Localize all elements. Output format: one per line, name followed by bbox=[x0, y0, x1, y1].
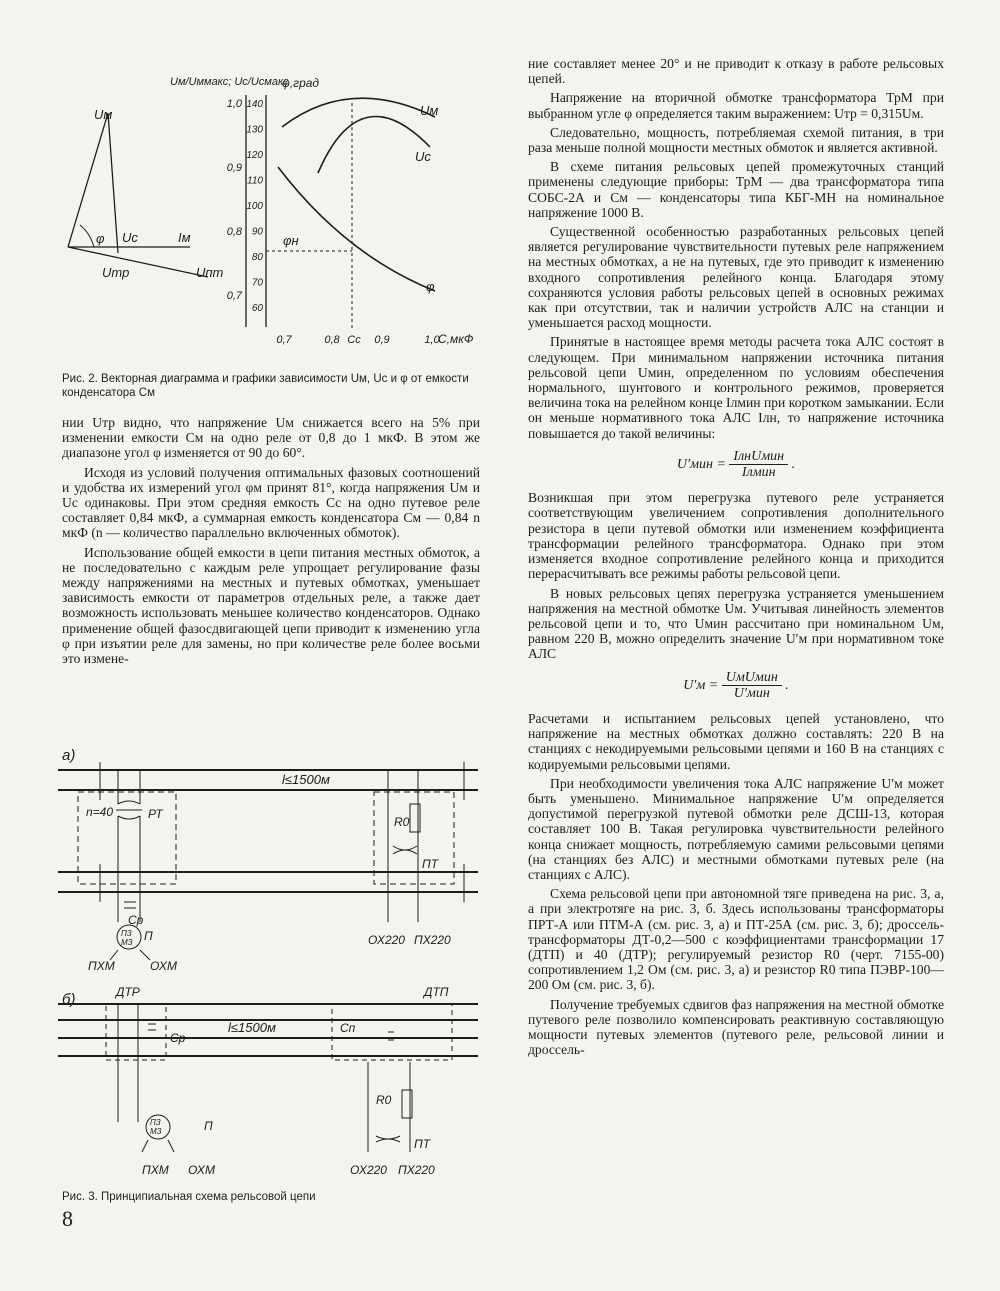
vec-label-uc: Uс bbox=[122, 230, 138, 245]
formula-um: U′м = UмUмин U′мин . bbox=[683, 669, 789, 701]
y-right-tick-label: 120 bbox=[246, 150, 263, 161]
right-paragraph: Напряжение на вторичной обмотке трансформатора ТрМ при выбранном угле φ определяется таким выражением: Uтр = 0,315Uм. bbox=[528, 90, 944, 121]
fig3a-r0: R0 bbox=[394, 815, 410, 829]
formula-denominator: Iлмин bbox=[741, 465, 776, 481]
fig3b-cp: Ср bbox=[170, 1031, 186, 1045]
fig3b-dtp: ДТП bbox=[424, 985, 449, 999]
figure-3 bbox=[58, 742, 488, 1192]
axis-left-label: Uм/Uммакс; Uс/Uсмакс bbox=[170, 76, 289, 88]
vec-label-utr: Uтр bbox=[102, 265, 130, 280]
fig3b-r0: R0 bbox=[376, 1093, 392, 1107]
curve-phi bbox=[278, 167, 435, 291]
fig3b-cn: Сп bbox=[340, 1021, 356, 1035]
formula-lhs: U′м bbox=[683, 677, 706, 693]
x-tick-label: 1,0 bbox=[424, 334, 440, 346]
right-paragraph: Существенной особенностью разработанных рельсовых цепей является регулирование чувствительности путевых реле напряжением на местных обмотках, а не на путевых, где это приводит к изменению входного сопротивления релейного конца. Благодаря этому сохраняются условия работы рельсовых цепей в основных режимах как при отсутствии, так и наличии устройств АЛС на станции и уменьшается расход мощности. bbox=[528, 224, 944, 331]
fig3b-length: l≤1500м bbox=[228, 1020, 276, 1035]
fig3b-px: ПХ220 bbox=[398, 1163, 435, 1177]
axis-right-label: φ,град bbox=[282, 76, 320, 90]
right-paragraph: ние составляет менее 20° и не приводит к отказу в работе рельсовых цепей. bbox=[528, 56, 944, 87]
formula-numerator: UмUмин bbox=[722, 670, 782, 686]
left-column bbox=[62, 415, 480, 670]
vec-label-phi: φ bbox=[96, 231, 105, 246]
y-left-tick-label: 1,0 bbox=[226, 98, 242, 110]
fig3a-pz: ПЗ bbox=[121, 929, 132, 938]
vec-label-upt: Uпт bbox=[196, 265, 224, 280]
right-paragraph: Схема рельсовой цепи при автономной тяге приведена на рис. 3, а, а при электротяге на рис. 3, б. Здесь использованы трансформаторы ПРТ-А или ПТМ-А (см. рис. 3, а) и ПТ-25А (см. рис. 3, б); дроссель-трансформаторы ДТ-0,2—500 с коэффициентами трансформации 17 (ДТП) и 40 (ДТР); регулируемый резистор R0 (черт. 7155-00) сопротивлением 1,2 Ом (см. рис. 3, а) и резистор R0 типа ПЭВР-100—200 Ом (см. рис. 3, б). bbox=[528, 886, 944, 993]
fig3b-ox: ОХ220 bbox=[350, 1163, 387, 1177]
y-right-tick-label: 90 bbox=[251, 226, 263, 238]
curve-label-phi: φ bbox=[426, 279, 435, 294]
right-paragraph: Получение требуемых сдвигов фаз напряжения на местной обмотке путевого реле позволило компенсировать реактивную составляющую мощности путевых элементов (путевого реле, рельсовой линии и дроссель- bbox=[528, 996, 944, 1058]
figure-2 bbox=[60, 55, 480, 365]
left-paragraph: Исходя из условий получения оптимальных фазовых соотношений и удобства их измерений угол φм принят 81°, когда напряжения Uм и Uс одинаковы. При этом средняя емкость Cс на одно путевое реле составляет 0,84 мкФ, а суммарная емкость конденсатора Cм — 0,84 n мкФ (n — количество параллельно включенных обмоток). bbox=[62, 464, 480, 541]
fig3b-mz: МЗ bbox=[150, 1127, 162, 1136]
fig3a-pt: ПТ bbox=[422, 857, 439, 871]
vec-label-um: Uм bbox=[94, 107, 113, 122]
y-left-tick-label: 0,9 bbox=[226, 162, 242, 174]
x-tick-label: 0,9 bbox=[374, 334, 390, 346]
figure-2-caption: Рис. 2. Векторная диаграмма и графики зависимости Uм, Uс и φ от емкости конденсатора Cм bbox=[62, 373, 469, 399]
fig3b-p: П bbox=[204, 1119, 213, 1133]
x-tick-label: 0,8 bbox=[324, 334, 340, 346]
fig3a-tag: а) bbox=[62, 747, 76, 764]
right-paragraph: В схеме питания рельсовых цепей промежуточных станций применены следующие приборы: ТрМ — два трансформатора типа СОБС-2А и Cм — конденсаторы типа КБГ-МН на номинальное напряжение 1000 В. bbox=[528, 159, 944, 220]
curve-label-uc: Uс bbox=[415, 149, 431, 164]
vec-label-im: Iм bbox=[178, 230, 191, 245]
x-tick-label: 0,7 bbox=[276, 334, 292, 346]
y-right-tick-label: 70 bbox=[251, 277, 263, 289]
fig3a-px: ПХ220 bbox=[414, 933, 451, 947]
y-right-tick-label: 60 bbox=[251, 303, 263, 314]
phi-n-label: φн bbox=[283, 233, 299, 248]
right-column bbox=[528, 56, 944, 1061]
fig3a-mz: МЗ bbox=[121, 938, 133, 947]
left-paragraph: нии Uтр видно, что напряжение Uм снижается всего на 5% при изменении емкости Cм на одно реле от 0,8 до 1 мкФ. В этом же диапазоне угол φ изменяется от 90 до 60°. bbox=[62, 415, 480, 461]
fig3b-phm: ПХМ bbox=[142, 1163, 169, 1177]
fig3a-ox: ОХ220 bbox=[368, 933, 405, 947]
y-right-tick-label: 80 bbox=[251, 252, 263, 263]
fig3a-p: П bbox=[144, 929, 153, 943]
y-left-tick-label: 0,7 bbox=[226, 290, 242, 302]
right-paragraph: Принятые в настоящее время методы расчета тока АЛС состоят в следующем. При минимальном напряжении источника питания рельсовой цепи Uмин, определенном по условиям обеспечения нормального, шунтового и контрольного режимов, проверяется величина тока на релейном конце Iлмин при коротком замыкании. Если он меньше нормативного тока АЛС Iлн, то напряжение источника повышается до такой величины: bbox=[528, 334, 944, 441]
fig3a-rt: РТ bbox=[148, 807, 163, 821]
y-right-tick-label: 100 bbox=[246, 201, 263, 212]
x-axis-label: C,мкФ bbox=[438, 332, 474, 346]
curve-label-um: Uм bbox=[420, 103, 439, 118]
right-paragraph: При необходимости увеличения тока АЛС напряжение U′м может быть уменьшено. Минимальное напряжение U′м определяется допустимой перегрузкой путевой обмотки реле ДСШ-13, которая составляет 100 В. Такая регулировка чувствительности релейного конца снижает мощность, потребляемую самими рельсовыми цепями (на станциях без АЛС) и местными обмотками путевых реле (на станциях с АЛС). bbox=[528, 775, 944, 882]
right-paragraph: Расчетами и испытанием рельсовых цепей установлено, что напряжение на местных обмотках должно составлять: 220 В на станциях с некодируемыми рельсовыми цепями и 160 В на станциях с кодируемыми рельсовыми цепями. bbox=[528, 710, 944, 772]
formula-lhs: U′мин bbox=[676, 456, 713, 472]
y-right-tick-label: 110 bbox=[247, 175, 263, 187]
fig3b-tag: б) bbox=[62, 991, 76, 1008]
left-paragraph: Использование общей емкости в цепи питания местных обмоток, а не последовательно с каждым реле упрощает регулирование фазы между напряжениями на местных и путевых обмотках, уменьшает зависимость емкости от параметров отдельных реле, а также дает возможность использовать меньшее количество конденсаторов. Однако применение общей фазосдвигающей цепи приводит к изменению угла φ при изъятии реле для замены, но при количестве реле более восьми это измене- bbox=[62, 544, 480, 667]
fig3a-phm: ПХМ bbox=[88, 959, 115, 973]
right-paragraph: В новых рельсовых цепях перегрузка устраняется уменьшением напряжения на местной обмотке Uм. Учитывая линейность элементов рельсовой цепи и то, что Uмин рассчитано при номинальном Uм, равном 220 В, можно определить значение U′м при нормативном токе АЛС bbox=[528, 585, 944, 662]
formula-umin: U′мин = IлнUмин Iлмин . bbox=[676, 448, 796, 481]
right-paragraph: Следовательно, мощность, потребляемая схемой питания, в три раза меньше полной мощности местных обмоток и является активной. bbox=[528, 124, 944, 156]
fig3a-n: n=40 bbox=[86, 805, 114, 819]
curve-um bbox=[282, 98, 435, 127]
fig3b-dtr: ДТР bbox=[116, 985, 140, 999]
fig3b-pz: ПЗ bbox=[150, 1118, 161, 1127]
right-paragraph: Возникшая при этом перегрузка путевого реле устраняется соответствующим увеличением сопротивления дополнительного резистора в цепи путевой обмотки или изменением коэффициента трансформации релейного трансформатора. Однако при этом изменяется входное сопротивление релейного конца и приходится перерасчитывать все режимы работы рельсовой цепи. bbox=[528, 490, 944, 582]
x-tick-label: Cс bbox=[347, 334, 361, 346]
y-right-tick-label: 140 bbox=[246, 99, 263, 110]
vector-diagram bbox=[68, 113, 208, 277]
figure-3-caption: Рис. 3. Принципиальная схема рельсовой цепи bbox=[62, 1191, 316, 1203]
fig3b-pt: ПТ bbox=[414, 1137, 431, 1151]
y-right-tick-label: 130 bbox=[246, 124, 263, 136]
formula-numerator: IлнUмин bbox=[729, 449, 788, 465]
page-number: 8 bbox=[62, 1206, 73, 1231]
fig3a-length: l≤1500м bbox=[282, 772, 330, 787]
curve-uc bbox=[318, 117, 430, 173]
formula-denominator: U′мин bbox=[733, 685, 770, 701]
fig3a-ohm: ОХМ bbox=[150, 959, 177, 973]
fig3a-cp: Ср bbox=[128, 913, 144, 927]
fig3b-ohm: ОХМ bbox=[188, 1163, 215, 1177]
y-left-tick-label: 0,8 bbox=[226, 226, 242, 238]
